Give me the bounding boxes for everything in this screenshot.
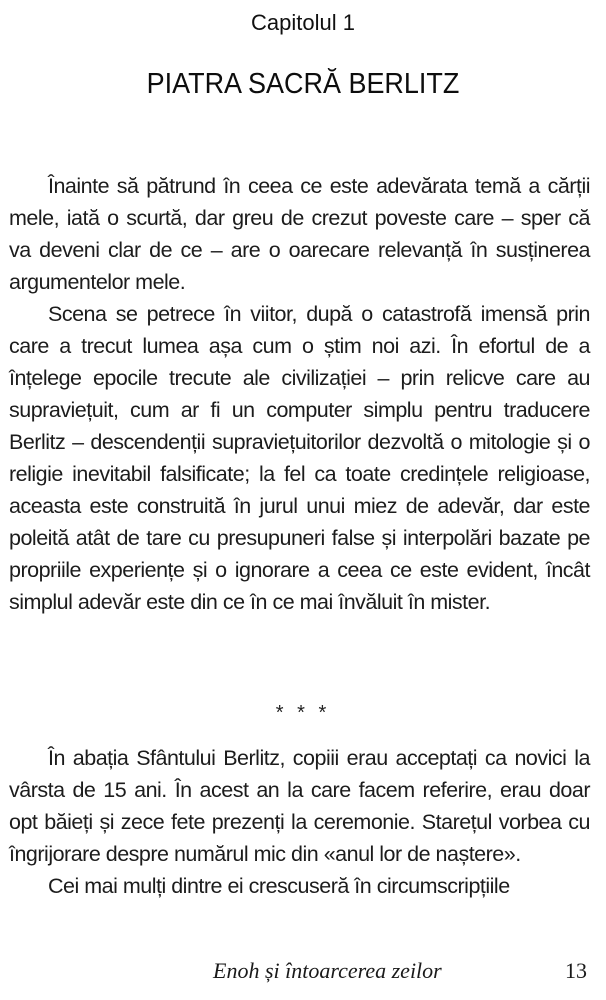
section-separator: * * * <box>275 702 331 724</box>
page-footer <box>0 958 606 990</box>
running-footer-title: Enoh și întoarcerea zeilor <box>213 958 442 983</box>
chapter-title: PIATRA SACRĂ BERLITZ <box>146 68 460 100</box>
paragraph: Înainte să pătrund în ceea ce este adevărata temă a cărții mele, iată o scurtă, dar greu de crezut poveste care – sper că va deveni clar de ce – are o oarecare relevanță în susținerea argumentelor mele. <box>9 174 590 294</box>
paragraph: În abația Sfântului Berlitz, copiii erau acceptați ca novici la vârsta de 15 ani. În acest an la care facem referire, erau doar opt băieți și zece fete prezenți la ceremonie. Starețul vorbea cu îngrijorare despre numărul mic din «anul lor de naștere». <box>9 746 590 866</box>
chapter-label: Capitolul 1 <box>251 10 355 35</box>
paragraph: Scena se petrece în viitor, după o catastrofă imensă prin care a trecut lumea așa cum o știm noi azi. În efortul de a înțelege epocile trecute ale civilizației – prin relicve care au supraviețuit, cum ar fi un computer simplu pentru traducere Berlitz – descendenții supraviețuitorilor dezvoltă o mitologie și o religie inevitabil falsificate; la fel ca toate credințele religioase, aceasta este construită în jurul unui miez de adevăr, dar este poleită atât de tare cu presupuneri false și interpolări bazate pe propriile experiențe și o ignorare a ceea ce este evident, încât simplul adevăr este din ce în ce mai învăluit în mister. <box>9 302 590 614</box>
page-number: 13 <box>565 958 587 983</box>
section-1 <box>9 170 590 618</box>
paragraph: Cei mai mulți dintre ei crescuseră în circumscripțiile <box>48 874 510 898</box>
section-2 <box>9 742 590 902</box>
